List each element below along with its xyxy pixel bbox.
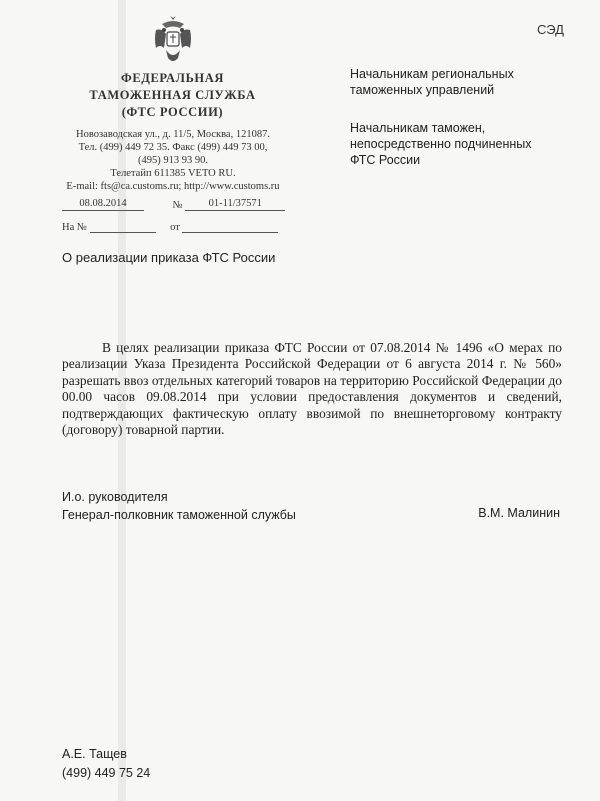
registration-date: 08.08.2014 xyxy=(62,198,144,211)
executor-name: А.Е. Тащев xyxy=(62,747,127,761)
registration-number: 01-11/37571 xyxy=(185,198,285,211)
address-line: Новозаводская ул., д. 11/5, Москва, 121087. xyxy=(76,129,270,140)
signatory-name: В.М. Малинин xyxy=(478,506,560,520)
reply-line xyxy=(62,220,278,233)
sed-mark: СЭД xyxy=(537,22,564,37)
letter-subject: О реализации приказа ФТС России xyxy=(62,250,276,265)
position-line-2: Генерал-полковник таможенной службы xyxy=(62,508,296,522)
number-label: № xyxy=(172,200,183,211)
registration-line xyxy=(62,198,285,211)
addressee-2: Начальникам таможен, непосредственно подчиненных ФТС России xyxy=(350,121,532,167)
executor-block xyxy=(62,745,150,783)
from-label: от xyxy=(170,222,180,233)
reply-label: На № xyxy=(62,222,87,233)
reply-number-blank xyxy=(90,220,156,233)
coat-of-arms-icon xyxy=(150,14,196,66)
email-line: E-mail: fts@ca.customs.ru; http://www.customs.ru xyxy=(66,181,280,192)
org-line-2: ТАМОЖЕННАЯ СЛУЖБА xyxy=(89,88,256,102)
org-line-3: (ФТС РОССИИ) xyxy=(121,105,224,119)
addressee-1: Начальникам региональных таможенных управлений xyxy=(350,67,514,97)
contact-block xyxy=(62,128,284,193)
letter-body: В целях реализации приказа ФТС России от 07.08.2014 № 1496 «О мерах по реализации Указа Президента Российской Федерации от 6 августа 2014 г. № 560» разрешать ввоз отдельных категорий товаров на территорию Российской Федерации до 00.00 часов 09.08.2014 при условии предоставления документов и сведений, подтверждающих фактическую оплату ввозимой по внешнеторговому контракту (договору) товарной партии. xyxy=(62,340,562,438)
position-line-1: И.о. руководителя xyxy=(62,490,168,504)
org-line-1: ФЕДЕРАЛЬНАЯ xyxy=(120,71,225,85)
teletype-line: Телетайп 611385 VETO RU. xyxy=(110,168,236,179)
phone-line: Тел. (499) 449 72 35. Факс (499) 449 73 00, xyxy=(78,142,268,153)
signatory-position xyxy=(62,488,296,524)
executor-phone: (499) 449 75 24 xyxy=(62,766,151,780)
reply-date-blank xyxy=(182,220,278,233)
phone-line-2: (495) 913 93 90. xyxy=(138,155,208,166)
organization-name xyxy=(60,70,285,121)
